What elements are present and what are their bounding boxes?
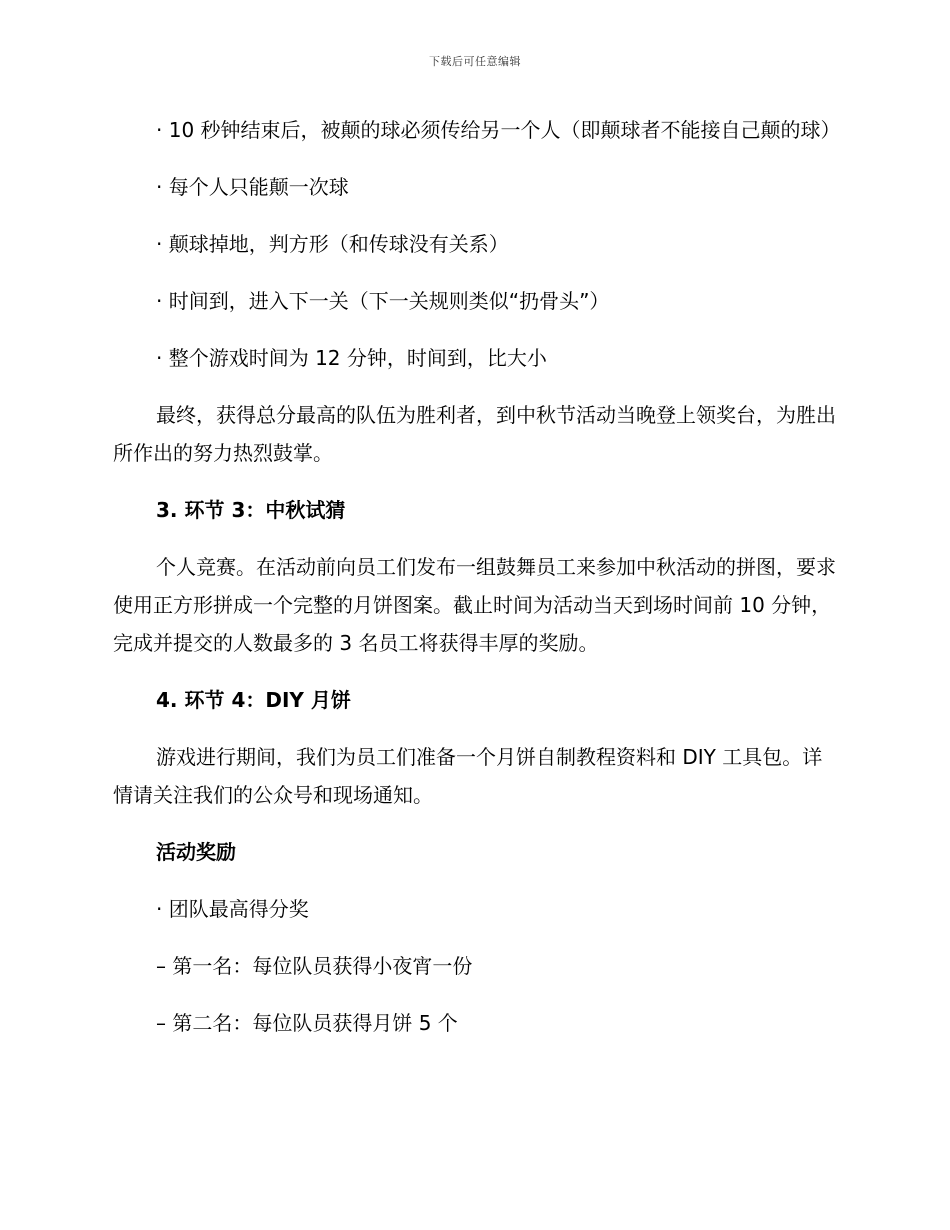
section-heading-rewards: 活动奖励 xyxy=(156,840,236,864)
award-second-place: – 第二名：每位队员获得月饼 5 个 xyxy=(156,1011,458,1035)
section-heading-4: 4. 环节 4：DIY 月饼 xyxy=(156,688,351,712)
bullet-team-award: · 团队最高得分奖 xyxy=(156,897,309,921)
bullet-pass-ball: · 10 秒钟结束后，被颠的球必须传给另一个人（即颠球者不能接自己颠的球） xyxy=(156,118,841,142)
document-body xyxy=(113,111,841,1061)
bullet-one-touch: · 每个人只能颠一次球 xyxy=(156,175,349,199)
bullet-game-time: · 整个游戏时间为 12 分钟，时间到，比大小 xyxy=(156,346,547,370)
award-first-place: – 第一名：每位队员获得小夜宵一份 xyxy=(156,954,473,978)
page-header: 下载后可任意编辑 xyxy=(429,55,521,68)
bullet-ball-drop: · 颠球掉地，判方形（和传球没有关系） xyxy=(156,232,509,256)
paragraph-winner: 最终，获得总分最高的队伍为胜利者，到中秋节活动当晚登上领奖台，为胜出所作出的努力热烈鼓掌。 xyxy=(113,403,836,465)
paragraph-diy: 游戏进行期间，我们为员工们准备一个月饼自制教程资料和 DIY 工具包。详情请关注我们的公众号和现场通知。 xyxy=(113,745,823,807)
section-heading-3: 3. 环节 3：中秋试猜 xyxy=(156,498,346,522)
paragraph-puzzle: 个人竞赛。在活动前向员工们发布一组鼓舞员工来参加中秋活动的拼图，要求使用正方形拼成一个完整的月饼图案。截止时间为活动当天到场时间前 10 分钟，完成并提交的人数最多的 3 名员工将获得丰厚的奖励。 xyxy=(113,555,836,655)
bullet-next-level: · 时间到，进入下一关（下一关规则类似“扔骨头”） xyxy=(156,289,610,313)
